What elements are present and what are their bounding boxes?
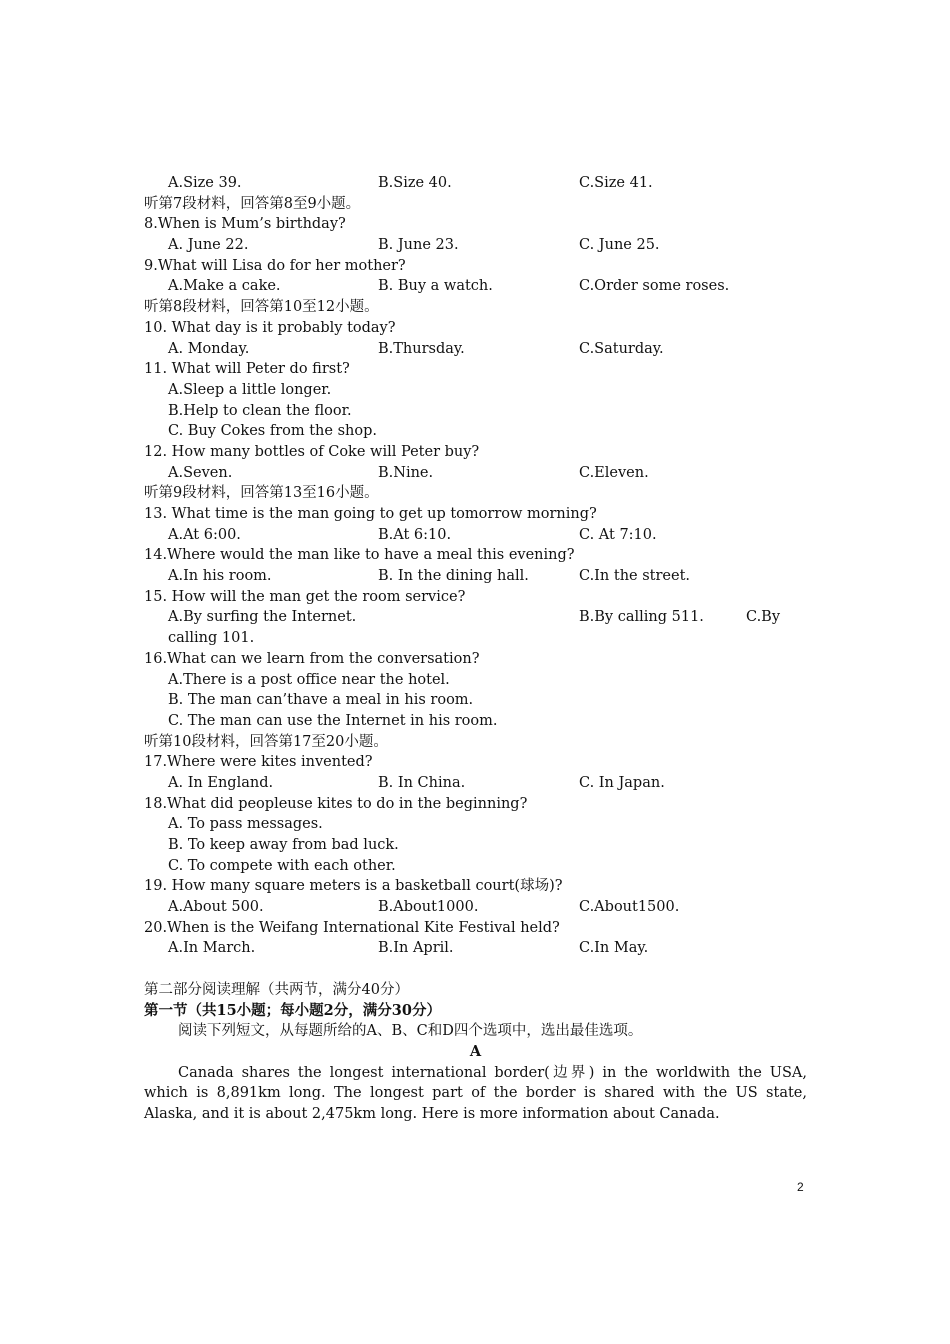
option-line: A.Sleep a little longer.	[168, 381, 332, 398]
option: A.In March.	[168, 940, 256, 957]
option: A.By surfing the Internet.	[168, 609, 357, 626]
option-line: C. Buy Cokes from the shop.	[168, 423, 377, 440]
option: A. Monday.	[168, 340, 250, 357]
option: A.Seven.	[168, 464, 233, 481]
options-row	[144, 339, 807, 360]
option: C.By	[746, 609, 781, 626]
question-line: 14.Where would the man like to have a meal this evening?	[144, 547, 575, 564]
part2-title: 第二部分阅读理解（共两节，满分40分）	[144, 981, 409, 998]
instruction: 阅读下列短文，从每题所给的A、B、C和D四个选项中，选出最佳选项。	[178, 1023, 643, 1040]
exam-page	[144, 173, 807, 1125]
option: A.In his room.	[168, 568, 272, 585]
option-line: calling 101.	[168, 630, 255, 647]
option: A.Size 39.	[168, 175, 242, 191]
option: B.By calling 511.	[579, 609, 704, 626]
options-row	[144, 607, 807, 628]
option: B.Nine.	[378, 464, 434, 481]
option: B. In the dining hall.	[378, 568, 529, 585]
options-row	[144, 173, 807, 194]
question-line: 听第10段材料，回答第17至20小题。	[144, 733, 388, 750]
options-row	[144, 235, 807, 256]
option: B.Size 40.	[378, 175, 452, 191]
option-line: A.There is a post office near the hotel.	[168, 671, 450, 688]
option-line: B. The man can’thave a meal in his room.	[168, 692, 474, 709]
listening-questions	[144, 173, 807, 959]
option: B. June 23.	[378, 237, 459, 254]
option: C.About1500.	[579, 899, 680, 916]
option: C.Eleven.	[579, 464, 649, 481]
option: A.At 6:00.	[168, 526, 241, 543]
options-row	[144, 938, 807, 959]
question-line: 19. How many square meters is a basketball court(球场)?	[144, 878, 563, 895]
question-line: 听第7段材料，回答第8至9小题。	[144, 195, 361, 212]
options-row	[144, 897, 807, 918]
options-row	[144, 525, 807, 546]
question-line: 9.What will Lisa do for her mother?	[144, 257, 406, 274]
option-line: B.Help to clean the floor.	[168, 402, 352, 419]
option-line: C. The man can use the Internet in his room.	[168, 712, 498, 729]
section1-title: 第一节（共15小题；每小题2分，满分30分）	[144, 1001, 441, 1019]
question-line: 听第9段材料，回答第13至16小题。	[144, 485, 379, 502]
question-line: 8.When is Mum’s birthday?	[144, 216, 346, 233]
option: C.In May.	[579, 940, 649, 957]
option: B.In April.	[378, 940, 454, 957]
option: C. June 25.	[579, 237, 660, 254]
question-line: 12. How many bottles of Coke will Peter buy?	[144, 443, 480, 460]
option: C.Saturday.	[579, 340, 664, 357]
question-line: 17.Where were kites invented?	[144, 754, 373, 771]
passage-label: A	[469, 1042, 482, 1060]
option: C.In the street.	[579, 568, 691, 585]
question-line: 13. What time is the man going to get up tomorrow morning?	[144, 506, 597, 522]
page-number: 2	[797, 1180, 804, 1194]
question-line: 11. What will Peter do first?	[144, 361, 350, 378]
options-row	[144, 276, 807, 297]
option: C. At 7:10.	[579, 526, 657, 543]
option: C. In Japan.	[579, 774, 665, 791]
option: B.Thursday.	[378, 340, 465, 357]
option-line: A. To pass messages.	[168, 816, 323, 833]
question-line: 15. How will the man get the room service?	[144, 588, 466, 605]
option-line: C. To compete with each other.	[168, 857, 396, 874]
option: B. Buy a watch.	[378, 278, 493, 295]
options-row	[144, 566, 807, 587]
question-line: 10. What day is it probably today?	[144, 319, 396, 336]
option: C.Size 41.	[579, 175, 653, 191]
option: B.About1000.	[378, 899, 479, 916]
question-line: 20.When is the Weifang International Kite Festival held?	[144, 919, 560, 936]
option-line: B. To keep away from bad luck.	[168, 837, 399, 853]
option: C.Order some roses.	[579, 278, 730, 295]
option: A. June 22.	[168, 237, 249, 254]
option: B. In China.	[378, 774, 466, 791]
option: A.Make a cake.	[168, 278, 281, 295]
options-row	[144, 463, 807, 484]
options-row	[144, 773, 807, 794]
passage-text: Canada shares the longest international border(边界) in the worldwith the USA, which is 8,891km long. The longest part of the border is shared with the US state, Alaska, and it is about 2,475km long. Here is more information about Canada.	[144, 1064, 807, 1122]
option: B.At 6:10.	[378, 526, 452, 543]
question-line: 16.What can we learn from the conversation?	[144, 650, 480, 667]
question-line: 听第8段材料，回答第10至12小题。	[144, 299, 379, 316]
question-line: 18.What did peopleuse kites to do in the beginning?	[144, 795, 528, 812]
option: A. In England.	[168, 774, 274, 791]
option: A.About 500.	[168, 899, 264, 916]
